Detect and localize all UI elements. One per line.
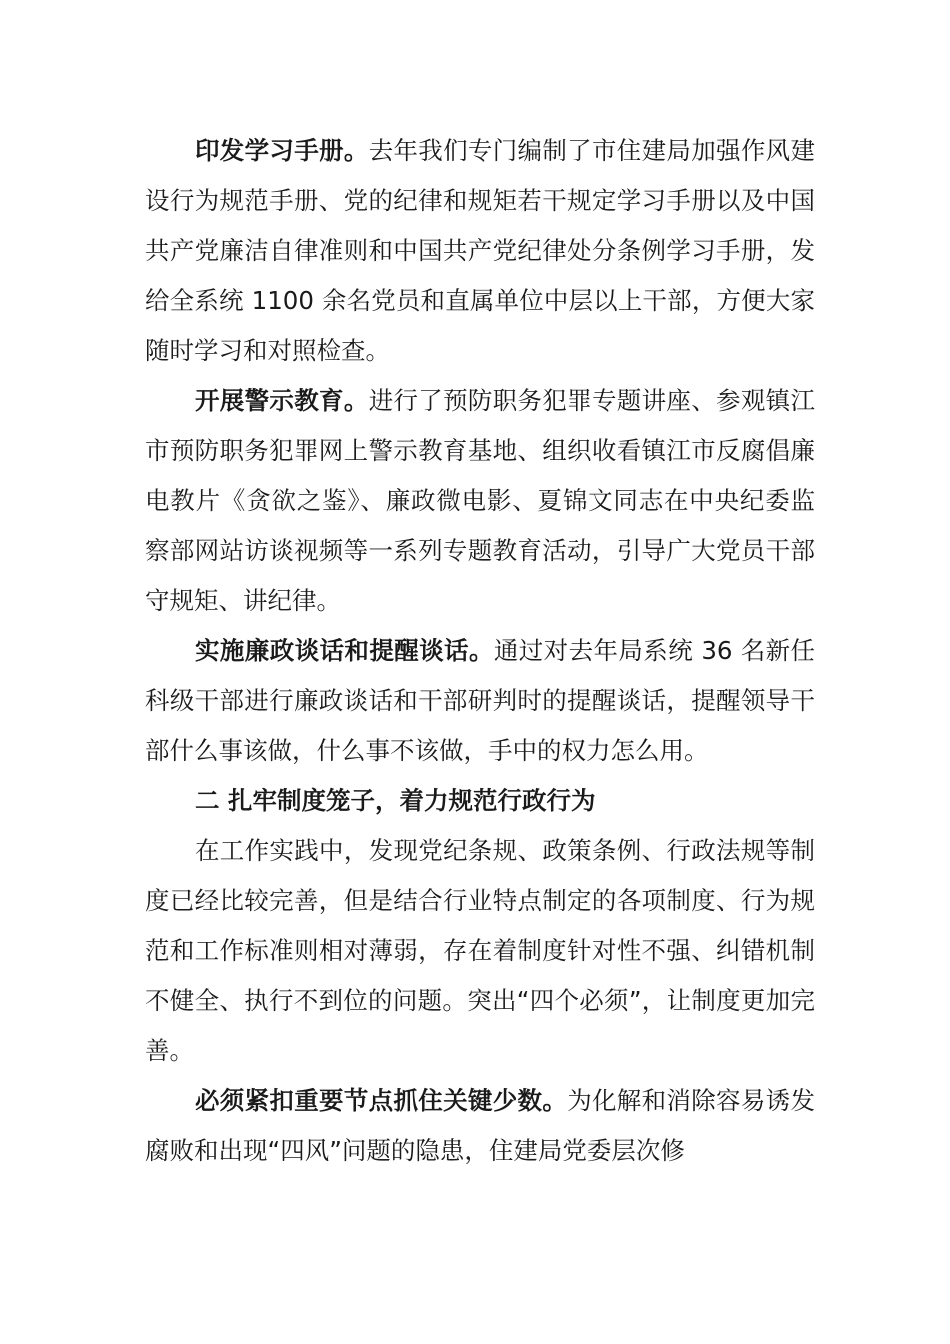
paragraph-text: 为化解和消除容易诱发腐败和出现“四风”问题的隐患，住建局党委层次修	[145, 1086, 815, 1165]
paragraph-text: 去年我们专门编制了市住建局加强作风建设行为规范手册、党的纪律和规矩若干规定学习手册以及中国共产党廉洁自律准则和中国共产党纪律处分条例学习手册，发给全系统 1100 余名党员和直属单位中层以上干部，方便大家随时学习和对照检查。	[145, 136, 815, 365]
paragraph-lead: 开展警示教育。	[195, 386, 369, 415]
paragraph-warning-education	[145, 376, 815, 626]
paragraph-lead: 印发学习手册。	[195, 136, 369, 165]
paragraph-text: 进行了预防职务犯罪专题讲座、参观镇江市预防职务犯罪网上警示教育基地、组织收看镇江市反腐倡廉电教片《贪欲之鉴》、廉政微电影、夏锦文同志在中央纪委监察部网站访谈视频等一系列专题教育活动，引导广大党员干部守规矩、讲纪律。	[145, 386, 815, 615]
paragraph-text: 通过对去年局系统 36 名新任科级干部进行廉政谈话和干部研判时的提醒谈话，提醒领导干部什么事该做，什么事不该做，手中的权力怎么用。	[145, 636, 815, 765]
paragraph-study-manual	[145, 126, 815, 376]
paragraph-text: 在工作实践中，发现党纪条规、政策条例、行政法规等制度已经比较完善，但是结合行业特点制定的各项制度、行为规范和工作标准则相对薄弱，存在着制度针对性不强、纠错机制不健全、执行不到位的问题。突出“四个必须”，让制度更加完善。	[145, 836, 815, 1065]
paragraph-key-nodes	[145, 1076, 815, 1176]
paragraph-lead: 实施廉政谈话和提醒谈话。	[195, 636, 494, 665]
paragraph-integrity-talks	[145, 626, 815, 776]
paragraph-lead: 必须紧扣重要节点抓住关键少数。	[195, 1086, 568, 1115]
section-heading: 二 扎牢制度笼子，着力规范行政行为	[195, 786, 596, 815]
paragraph-work-practice	[145, 826, 815, 1076]
document-body	[145, 126, 815, 1176]
